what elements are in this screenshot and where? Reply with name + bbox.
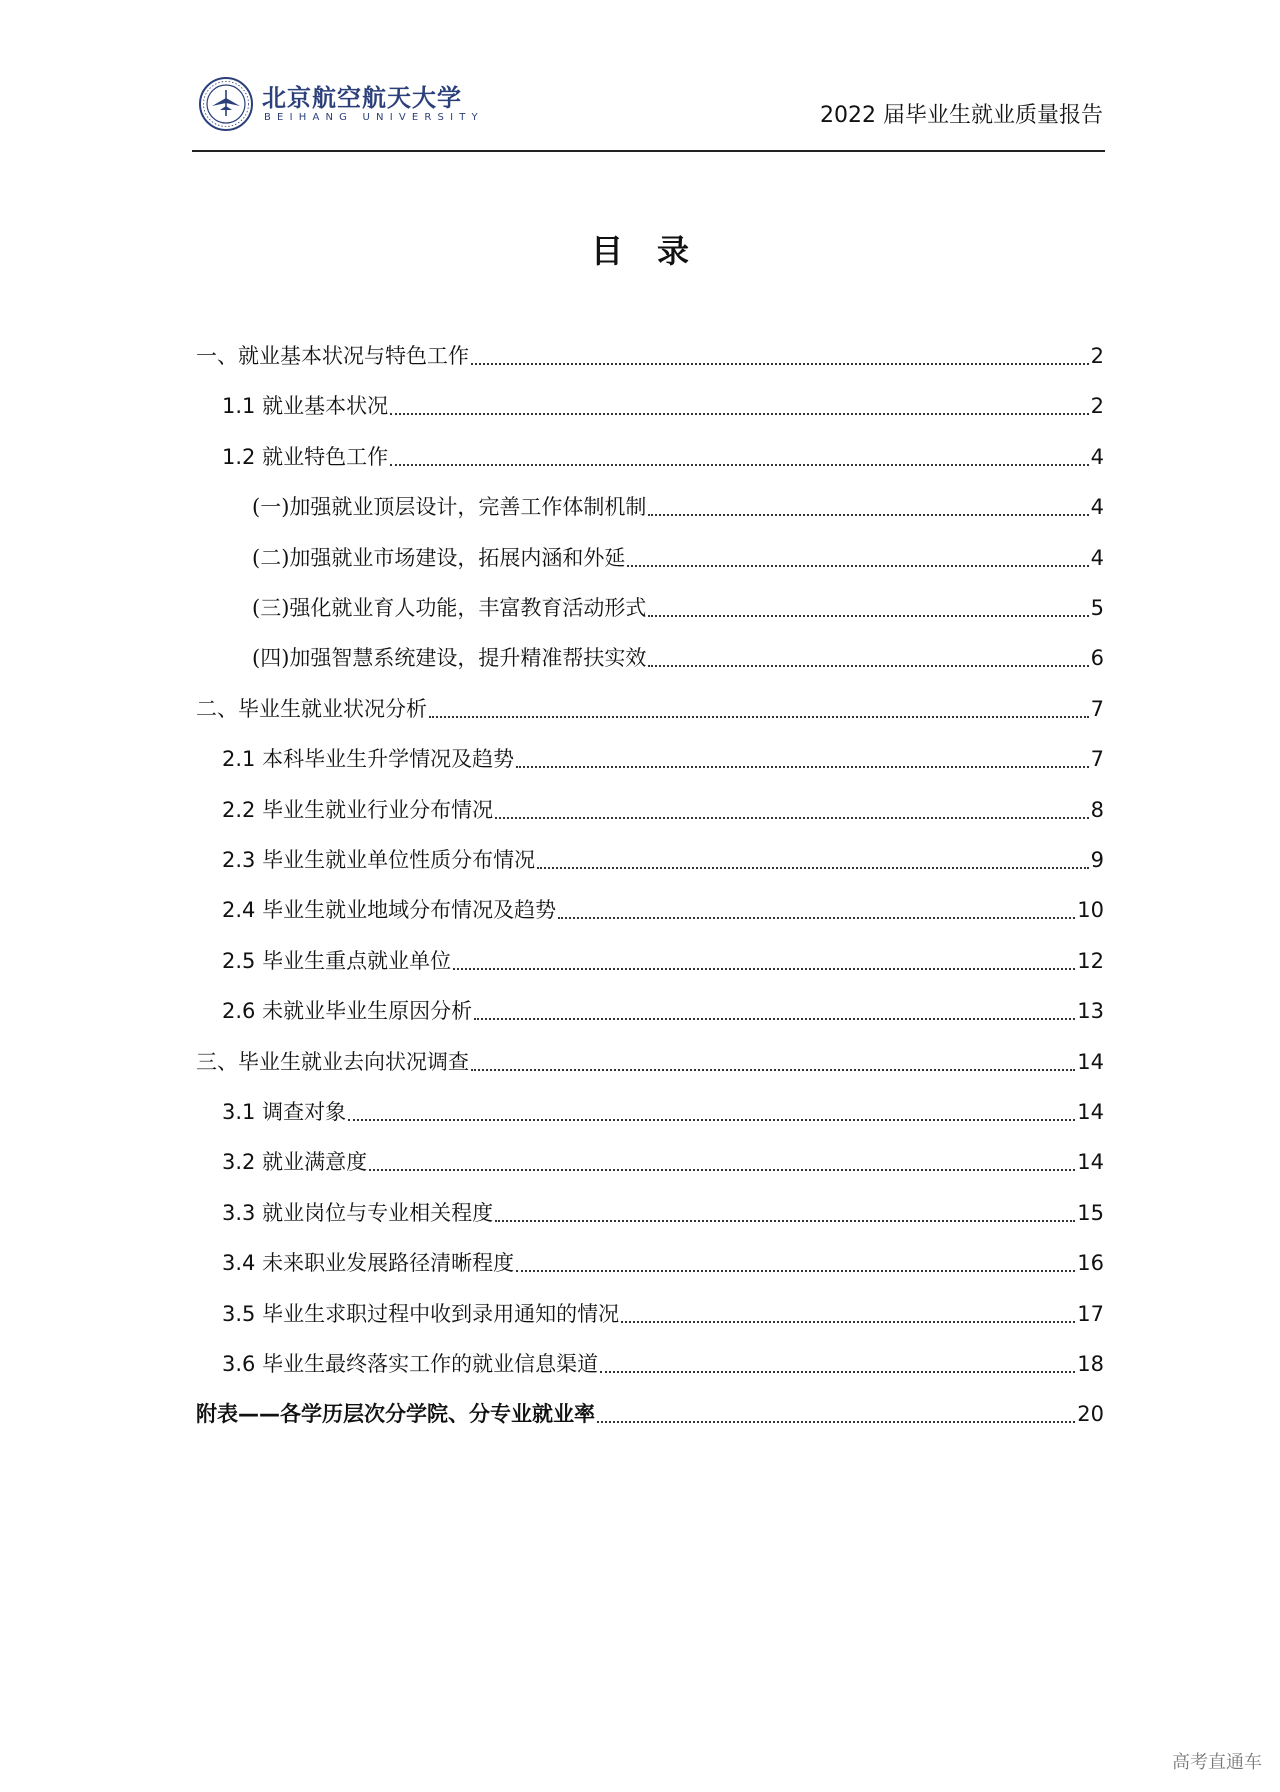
toc-entry-label: 三、毕业生就业去向状况调查 [196,1049,469,1074]
toc-dot-leader [516,766,1089,768]
toc-dot-leader [471,1069,1075,1071]
university-logo [198,74,498,144]
toc-dot-leader [474,1018,1075,1020]
toc-dot-leader [627,565,1088,567]
toc-entry-label: 3.2 就业满意度 [222,1150,368,1175]
watermark: 高考直通车 [1172,1752,1262,1773]
toc-title-char-1: 目 [590,232,623,270]
toc-entry-page-number: 7 [1090,747,1104,772]
toc-dot-leader [648,514,1088,516]
toc-entry-label: 2.4 毕业生就业地域分布情况及趋势 [222,898,557,923]
toc-entry[interactable] [196,792,1104,828]
toc-entry-page-number: 8 [1090,797,1104,822]
toc-entry-label: 3.4 未来职业发展路径清晰程度 [222,1251,515,1276]
toc-entry-page-number: 14 [1077,1150,1104,1175]
toc-entry[interactable] [196,540,1104,576]
toc-dot-leader [429,716,1089,718]
toc-entry-page-number: 20 [1077,1402,1104,1427]
toc-dot-leader [390,464,1089,466]
toc-entry-page-number: 7 [1090,696,1104,721]
toc-entry[interactable] [196,1396,1104,1432]
toc-entry-page-number: 4 [1090,545,1104,570]
toc-entry-label: 1.2 就业特色工作 [222,444,389,469]
toc-entry[interactable] [196,691,1104,727]
toc-entry-label: (三)强化就业育人功能，丰富教育活动形式 [252,596,647,620]
toc-entry-label: 3.6 毕业生最终落实工作的就业信息渠道 [222,1352,599,1376]
university-seal-icon [198,76,254,132]
toc-entry[interactable] [196,1296,1104,1332]
toc-entry[interactable] [196,1195,1104,1231]
toc-entry[interactable] [196,439,1104,475]
toc-entry[interactable] [196,489,1104,525]
toc-dot-leader [495,817,1089,819]
toc-title-char-2: 录 [657,232,690,270]
toc-entry-label: 3.3 就业岗位与专业相关程度 [222,1200,494,1225]
toc-dot-leader [600,1371,1075,1373]
header-rule [192,150,1105,152]
toc-entry-label: 2.5 毕业生重点就业单位 [222,948,452,973]
toc-entry-label: 2.3 毕业生就业单位性质分布情况 [222,848,536,872]
toc-entry-label: 附表——各学历层次分学院、分专业就业率 [196,1402,595,1427]
toc-entry-label: 3.5 毕业生求职过程中收到录用通知的情况 [222,1301,620,1326]
toc-dot-leader [558,917,1075,919]
toc-dot-leader [621,1321,1075,1323]
toc-entry-page-number: 2 [1090,394,1104,419]
toc-entry-page-number: 15 [1077,1200,1104,1225]
toc-dot-leader [537,867,1089,869]
toc-entry[interactable] [196,1044,1104,1080]
logo-english-name: BEIHANG UNIVERSITY [264,112,484,123]
toc-entry-label: (一)加强就业顶层设计，完善工作体制机制 [252,495,647,520]
toc-entry-page-number: 14 [1077,1100,1104,1124]
toc-entry[interactable] [196,388,1104,424]
toc-entry[interactable] [196,842,1104,878]
toc-entry-label: 1.1 就业基本状况 [222,394,389,419]
toc-entry[interactable] [196,1245,1104,1281]
toc-title [0,226,1280,272]
toc-entry-label: 2.2 毕业生就业行业分布情况 [222,797,494,822]
toc-dot-leader [495,1220,1075,1222]
toc-entry-page-number: 4 [1090,495,1104,520]
toc-entry-page-number: 9 [1090,848,1104,872]
toc-entry-page-number: 6 [1090,646,1104,671]
toc-entry[interactable] [196,741,1104,777]
toc-entry-page-number: 17 [1077,1301,1104,1326]
toc-entry-page-number: 2 [1090,344,1104,368]
toc-entry-label: (二)加强就业市场建设，拓展内涵和外延 [252,545,626,570]
toc-dot-leader [648,615,1088,617]
toc-entry-page-number: 10 [1077,898,1104,923]
toc-dot-leader [597,1421,1075,1423]
toc-entry-page-number: 16 [1077,1251,1104,1276]
toc-dot-leader [390,413,1089,415]
page-header [192,60,1105,152]
toc-entry[interactable] [196,943,1104,979]
toc-dot-leader [453,968,1075,970]
toc-entry-label: (四)加强智慧系统建设，提升精准帮扶实效 [252,646,647,671]
toc-entry-label: 二、毕业生就业状况分析 [196,696,427,721]
toc-entry[interactable] [196,1094,1104,1130]
toc-entry-label: 2.6 未就业毕业生原因分析 [222,999,473,1024]
toc-entry-page-number: 12 [1077,948,1104,973]
logo-chinese-name: 北京航空航天大学 [262,83,462,112]
toc-entry[interactable] [196,640,1104,676]
toc-entry[interactable] [196,892,1104,928]
toc-entry[interactable] [196,1144,1104,1180]
toc-entry[interactable] [196,338,1104,374]
toc-entry-page-number: 5 [1090,596,1104,620]
toc-entry-page-number: 4 [1090,444,1104,469]
toc-entry-label: 一、就业基本状况与特色工作 [196,344,469,368]
toc-dot-leader [369,1169,1075,1171]
toc-entry[interactable] [196,993,1104,1029]
toc-entry-label: 2.1 本科毕业生升学情况及趋势 [222,747,515,772]
toc-entry[interactable] [196,590,1104,626]
toc-entry-page-number: 14 [1077,1049,1104,1074]
toc-entry-page-number: 18 [1077,1352,1104,1376]
toc-entry-label: 3.1 调查对象 [222,1100,347,1124]
toc-dot-leader [348,1119,1075,1121]
toc-dot-leader [648,665,1088,667]
toc-entry[interactable] [196,1346,1104,1382]
toc-dot-leader [516,1270,1075,1272]
toc-entry-page-number: 13 [1077,999,1104,1024]
toc-dot-leader [471,363,1089,365]
report-title: 2022 届毕业生就业质量报告 [820,103,1103,128]
